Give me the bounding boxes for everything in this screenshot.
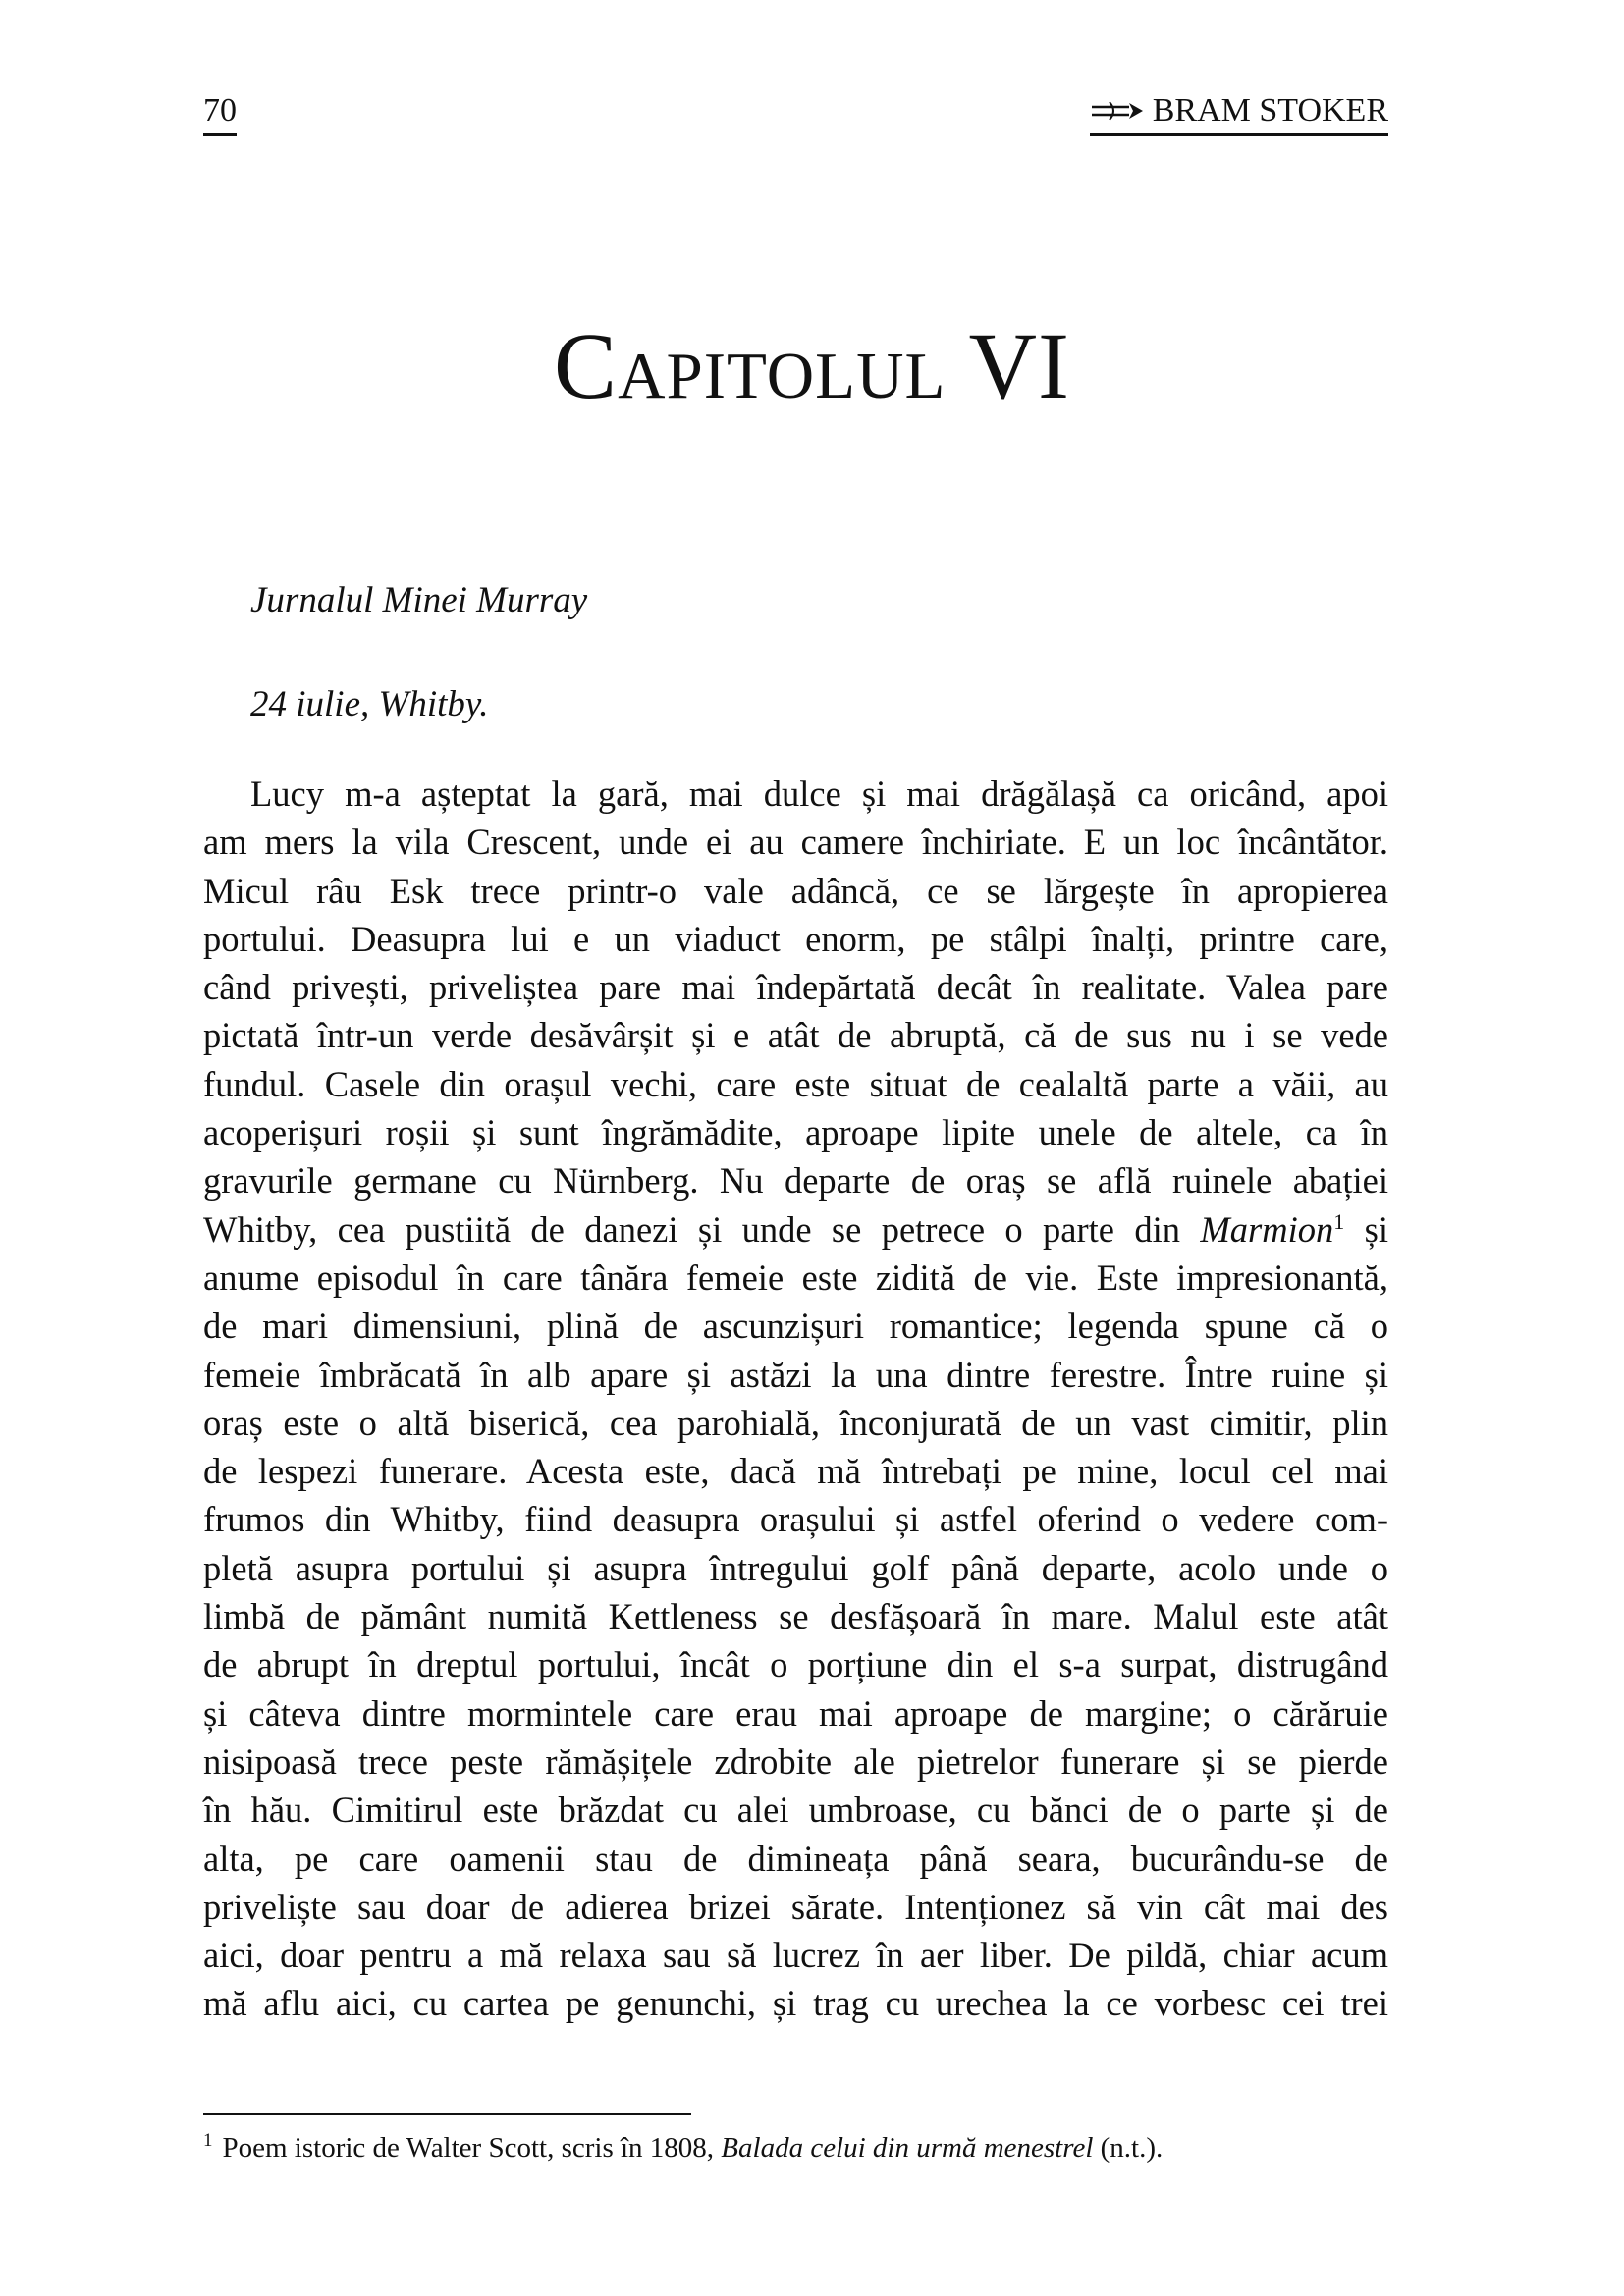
line-text: de mari dimensiuni, plină de ascunzișuri romantice; legenda spune că o [203, 1306, 1388, 1347]
body-line [203, 1108, 1388, 1156]
line-text: frumos din Whitby, fiind deasupra orașului și astfel oferind o vedere com- [203, 1499, 1388, 1540]
body-line [203, 1060, 1388, 1108]
line-text: oraș este o altă biserică, cea parohială, înconjurată de un vast cimitir, plin [203, 1402, 1388, 1443]
line-text: Lucy m-a așteptat la gară, mai dulce și mai drăgălașă ca oricând, apoi [250, 774, 1388, 814]
line-text: fundul. Casele din orașul vechi, care este situat de cealaltă parte a văii, au [203, 1063, 1388, 1104]
body-line [203, 1399, 1388, 1447]
footnote-marker: 1 [203, 2130, 213, 2152]
line-text: de lespezi funerare. Acesta este, dacă mă întrebați pe mine, locul cel mai [203, 1451, 1388, 1492]
body-line [203, 1979, 1388, 2027]
body-line [203, 1640, 1388, 1688]
footnote-post: (n.t.). [1093, 2132, 1164, 2163]
body-line [203, 1254, 1388, 1302]
line-text: Whitby, cea pustiită de danezi și unde se petrece o parte din [203, 1208, 1201, 1250]
line-text: aici, doar pentru a mă relaxa sau să lucrez în aer liber. De pildă, chiar acum [203, 1935, 1388, 1976]
body-line [203, 1931, 1388, 1979]
body-line [203, 1689, 1388, 1737]
body-line [203, 1351, 1388, 1399]
fleuron-arrow-icon [1090, 100, 1145, 122]
line-text: nisipoasă trece peste rămășițele zdrobite ale pietrelor funerare și se pierde [203, 1740, 1388, 1782]
line-text: de abrupt în dreptul portului, încât o porțiune din el s-a surpat, distrugând [203, 1644, 1388, 1685]
line-text: acoperișuri roșii și sunt îngrămădite, aproape lipite unele de altele, ca în [203, 1112, 1388, 1153]
body-text [203, 770, 1388, 2028]
line-text: am mers la vila Crescent, unde ei au camere închiriate. E un loc încântător. [203, 822, 1388, 863]
running-head [1090, 92, 1388, 136]
chapter-title: Capitolul VI [554, 313, 1070, 418]
line-text: și câteva dintre mormintele care erau mai aproape de margine; o cărăruie [203, 1692, 1388, 1734]
footnote [203, 2128, 1163, 2167]
line-text: în hău. Cimitirul este brăzdat cu alei umbroase, cu bănci de o parte și de [203, 1789, 1388, 1831]
body-line [203, 1205, 1388, 1254]
footnote-text: Poem istoric de Walter Scott, scris în 1808, [222, 2132, 722, 2163]
footnote-ref: 1 [1333, 1208, 1345, 1234]
line-text: portului. Deasupra lui e un viaduct enorm, pe stâlpi înalți, printre care, [203, 918, 1388, 959]
line-text: limbă de pământ numită Kettleness se desfășoară în mare. Malul este atât [203, 1596, 1388, 1637]
body-line [203, 1495, 1388, 1543]
line-text: pletă asupra portului și asupra întregului golf până departe, acolo unde o [203, 1547, 1388, 1588]
running-head-author: BRAM STOKER [1152, 92, 1388, 129]
body-line [203, 1544, 1388, 1592]
body-line [203, 1156, 1388, 1204]
page-number: 70 [203, 92, 237, 136]
footnote-title: Balada celui din urmă menestrel [721, 2132, 1094, 2163]
date-line: 24 iulie, Whitby. [250, 684, 489, 724]
body-line [203, 1737, 1388, 1786]
line-text: mă aflu aici, cu cartea pe genunchi, și trag cu urechea la ce vorbesc cei trei [203, 1983, 1388, 2024]
line-text: gravurile germane cu Nürnberg. Nu departe de oraș se află ruinele abației [203, 1160, 1388, 1201]
body-line [203, 1447, 1388, 1495]
body-line [203, 1011, 1388, 1059]
body-line [203, 1883, 1388, 1931]
line-text: când privești, priveliștea pare mai îndepărtată decât în realitate. Valea pare [203, 967, 1388, 1008]
body-line [203, 770, 1388, 818]
body-line [203, 867, 1388, 915]
footnote-divider [203, 2113, 691, 2115]
line-text: priveliște sau doar de adierea brizei sărate. Intenționez să vin cât mai des [203, 1886, 1388, 1927]
body-line [203, 915, 1388, 963]
body-line [203, 1302, 1388, 1350]
line-text: femeie îmbrăcată în alb apare și astăzi la una dintre ferestre. Între ruine și [203, 1354, 1388, 1395]
line-text: anume episodul în care tânăra femeie este zidită de vie. Este impresionantă, [203, 1256, 1388, 1298]
line-text: pictată într-un verde desăvârșit și e atât de abruptă, că de sus nu i se vede [203, 1015, 1388, 1056]
line-text: și [1344, 1208, 1388, 1250]
body-line [203, 1592, 1388, 1640]
body-line [203, 818, 1388, 866]
body-line [203, 1786, 1388, 1834]
line-text: Micul râu Esk trece printr-o vale adâncă, ce se lărgește în apropierea [203, 870, 1388, 911]
italic-title: Marmion [1200, 1208, 1334, 1250]
body-line [203, 963, 1388, 1011]
journal-title: Jurnalul Minei Murray [250, 580, 588, 620]
body-line [203, 1835, 1388, 1883]
line-text: alta, pe care oamenii stau de dimineața până seara, bucurându-se de [203, 1838, 1388, 1879]
